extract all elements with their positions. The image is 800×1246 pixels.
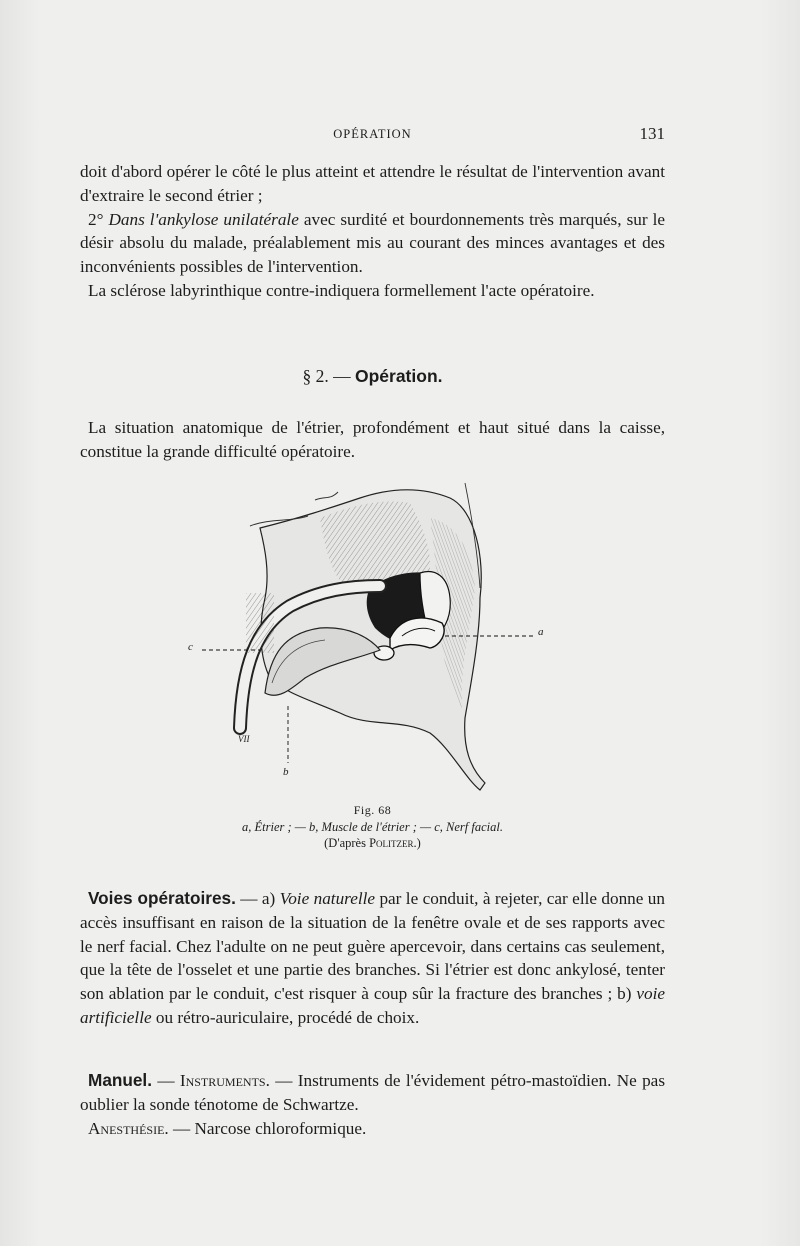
paragraph-4: La situation anatomique de l'étrier, profondément et haut situé dans la caisse, constitue la grande difficulté opératoire. bbox=[80, 418, 665, 461]
paragraph-voies: Voies opératoires. — a) Voie naturelle par le conduit, à rejeter, car elle donne un accès insuffisant en raison de la situation de la fenêtre ovale et de ses rapports avec le nerf facial. Chez l'adulte on ne peut guère apercevoir, dans certains cas seulement, que la tête de l'osselet et une partie des branches. Si l'étrier est donc ankylosé, tenter son ablation par le conduit, c'est risquer à coup sûr la fracture des branches ; b) voie artificielle ou rétro-auriculaire, procédé de choix. bbox=[80, 888, 665, 1027]
figure-label-b: b bbox=[283, 766, 289, 778]
stapes-engraving bbox=[180, 478, 560, 798]
body-text-top bbox=[80, 160, 665, 303]
paragraph-1: doit d'abord opérer le côté le plus atteint et attendre le résultat de l'intervention avant d'extraire le second étrier ; bbox=[80, 162, 665, 205]
figure-label-a: a bbox=[538, 626, 544, 638]
figure-caption bbox=[80, 802, 665, 852]
section-number: § 2. — bbox=[302, 366, 355, 386]
section-title: Opération. bbox=[354, 366, 443, 386]
body-text-intro bbox=[80, 416, 665, 464]
paragraph-3: La sclérose labyrinthique contre-indiquera formellement l'acte opératoire. bbox=[88, 280, 595, 300]
nerve-hatching bbox=[246, 593, 274, 653]
figure-legend: a, Étrier ; — b, Muscle de l'étrier ; — c, Nerf facial. bbox=[242, 819, 503, 834]
paragraph-manuel: Manuel. — Instruments. — Instruments de l'évidement pétro-mastoïdien. Ne pas oublier la sonde ténotome de Schwartze. bbox=[80, 1070, 666, 1114]
running-head bbox=[80, 124, 665, 144]
body-text-voies bbox=[80, 887, 665, 1030]
anatomical-figure bbox=[180, 478, 560, 798]
body-text-manuel bbox=[80, 1069, 665, 1140]
figure-label-c: c bbox=[188, 641, 193, 653]
paragraph-2: 2° Dans l'ankylose unilatérale avec surdité et bourdonnements très marqués, sur le désir absolu du malade, préalablement mis au courant des minces avantages et des inconvénients possibles de l'intervention. bbox=[80, 209, 666, 277]
paragraph-anesthesie: Anesthésie. — Narcose chloroformique. bbox=[88, 1118, 367, 1138]
section-heading bbox=[80, 366, 665, 387]
figure-source: (D'après Politzer.) bbox=[324, 836, 421, 850]
running-title: OPÉRATION bbox=[333, 127, 412, 141]
figure-number: Fig. 68 bbox=[353, 803, 392, 817]
page-number: 131 bbox=[639, 124, 665, 143]
figure-label-vii: VII bbox=[238, 734, 250, 744]
